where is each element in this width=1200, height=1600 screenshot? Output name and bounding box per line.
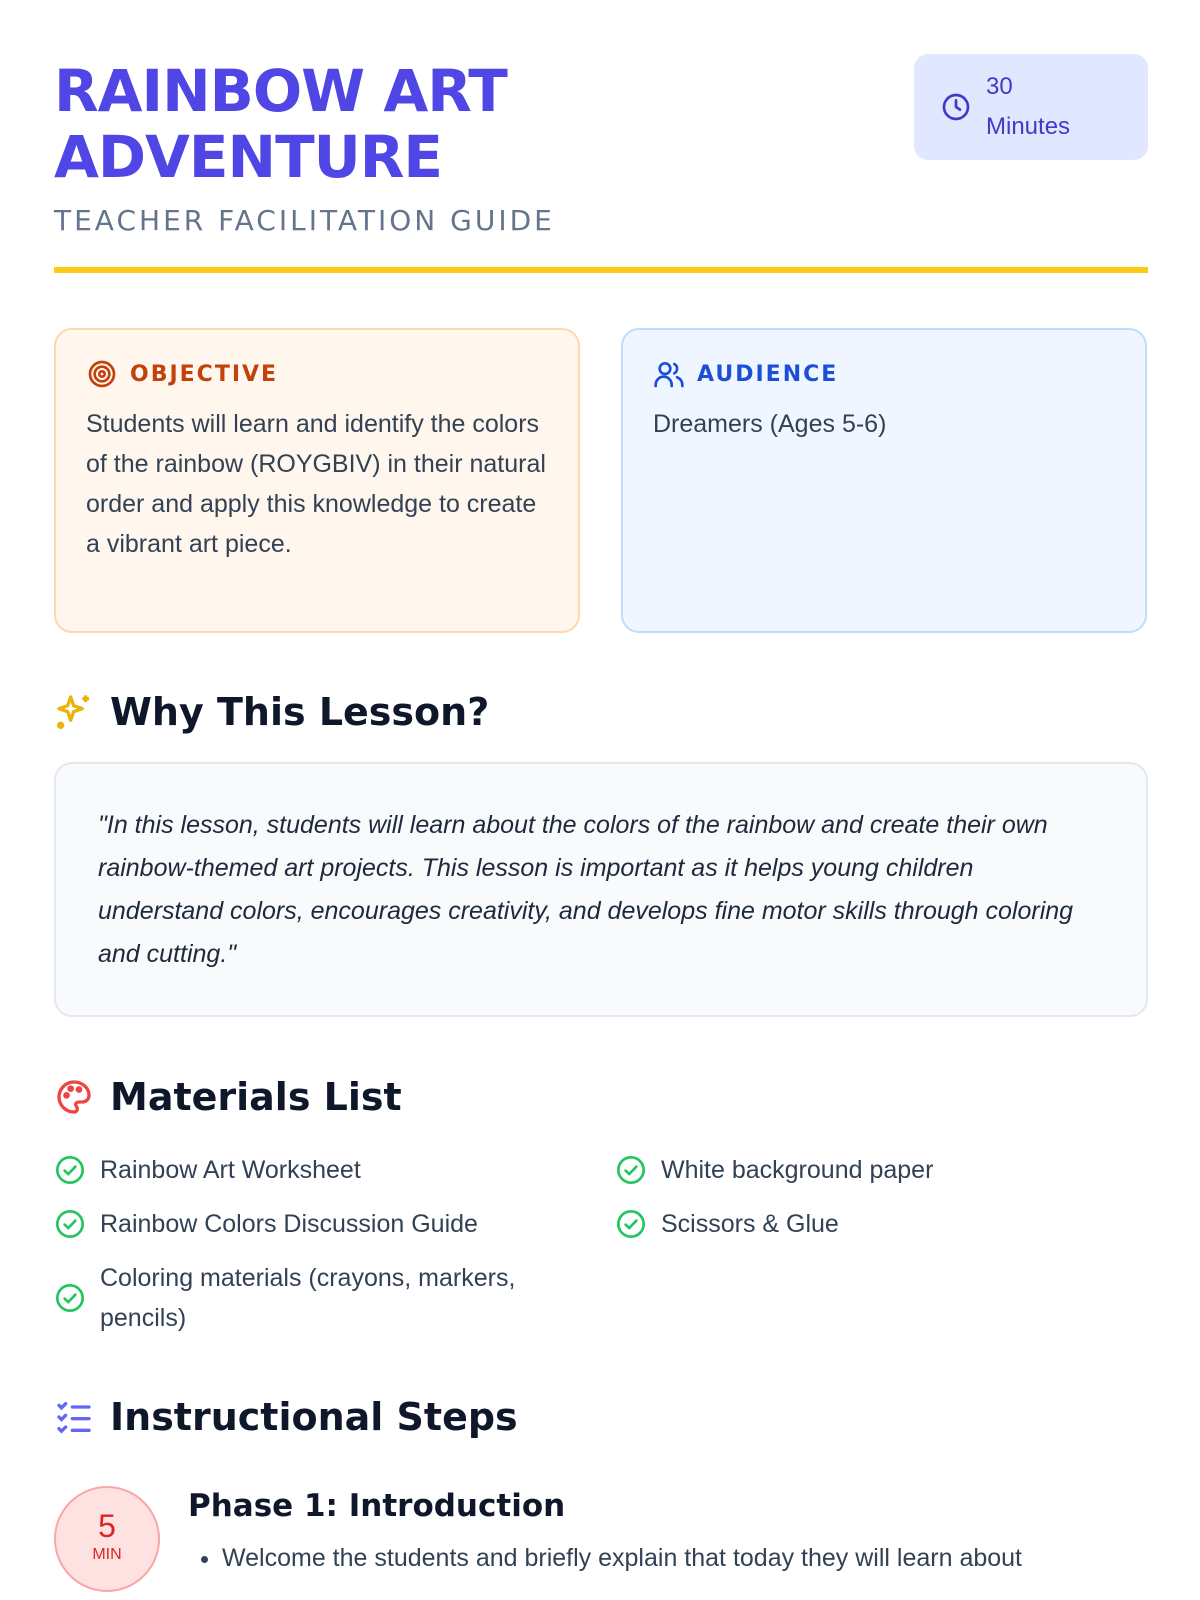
objective-text: Students will learn and identify the colors of the rainbow (ROYGBIV) in their natural order and apply this knowledge to create a vibrant art piece. <box>86 410 546 558</box>
materials-list <box>54 1150 1148 1338</box>
phase-bullets <box>222 1538 1162 1578</box>
material-label: Coloring materials (crayons, markers, pencils) <box>100 1264 516 1332</box>
materials-section-title <box>54 1075 402 1119</box>
why-quote-box <box>54 762 1148 1017</box>
audience-header <box>653 358 1115 390</box>
checklist-icon <box>54 1397 94 1437</box>
phase-bullet: • Welcome the students and briefly explain that today they will learn about <box>222 1538 1162 1578</box>
list-item <box>54 1150 615 1190</box>
phase-minutes-unit: MIN <box>92 1546 122 1563</box>
why-quote: "In this lesson, students will learn about the colors of the rainbow and create their own rainbow-themed art projects. This lesson is important as it helps young children understand colors, encourages creativity, and develops fine motor skills through coloring and cutting." <box>98 811 1074 968</box>
clock-icon <box>940 91 972 123</box>
duration-unit: Minutes <box>986 113 1071 140</box>
users-icon <box>653 358 685 390</box>
check-circle-icon <box>54 1154 86 1186</box>
materials-heading: Materials List <box>110 1075 402 1119</box>
material-label: White background paper <box>661 1156 934 1184</box>
page-title: RAINBOW ART ADVENTURE <box>54 57 507 191</box>
target-icon <box>86 358 118 390</box>
phase-duration-badge <box>54 1486 160 1592</box>
check-circle-icon <box>615 1154 647 1186</box>
phase-title: Phase 1: Introduction <box>188 1488 566 1524</box>
sparkles-icon <box>54 692 94 732</box>
list-item <box>54 1204 615 1244</box>
header-divider <box>54 267 1148 273</box>
duration-badge <box>914 54 1148 160</box>
material-label: Rainbow Art Worksheet <box>100 1156 361 1184</box>
list-item <box>615 1204 1148 1244</box>
steps-heading: Instructional Steps <box>110 1395 518 1439</box>
objective-header <box>86 358 548 390</box>
palette-icon <box>54 1077 94 1117</box>
list-item <box>615 1150 1148 1190</box>
material-label: Rainbow Colors Discussion Guide <box>100 1210 478 1238</box>
audience-card <box>621 328 1147 633</box>
audience-text: Dreamers (Ages 5-6) <box>653 410 887 438</box>
audience-heading: AUDIENCE <box>697 361 839 387</box>
check-circle-icon <box>54 1282 86 1314</box>
check-circle-icon <box>615 1208 647 1240</box>
why-section-title <box>54 690 489 734</box>
check-circle-icon <box>54 1208 86 1240</box>
list-item <box>54 1258 554 1338</box>
material-label: Scissors & Glue <box>661 1210 839 1238</box>
phase-minutes: 5 <box>98 1508 116 1544</box>
page-subtitle: TEACHER FACILITATION GUIDE <box>54 204 555 237</box>
steps-section-title <box>54 1395 518 1439</box>
duration-value: 30 <box>986 73 1013 100</box>
objective-card <box>54 328 580 633</box>
objective-heading: OBJECTIVE <box>130 361 279 387</box>
why-heading: Why This Lesson? <box>110 690 490 734</box>
page-header <box>54 58 1148 237</box>
